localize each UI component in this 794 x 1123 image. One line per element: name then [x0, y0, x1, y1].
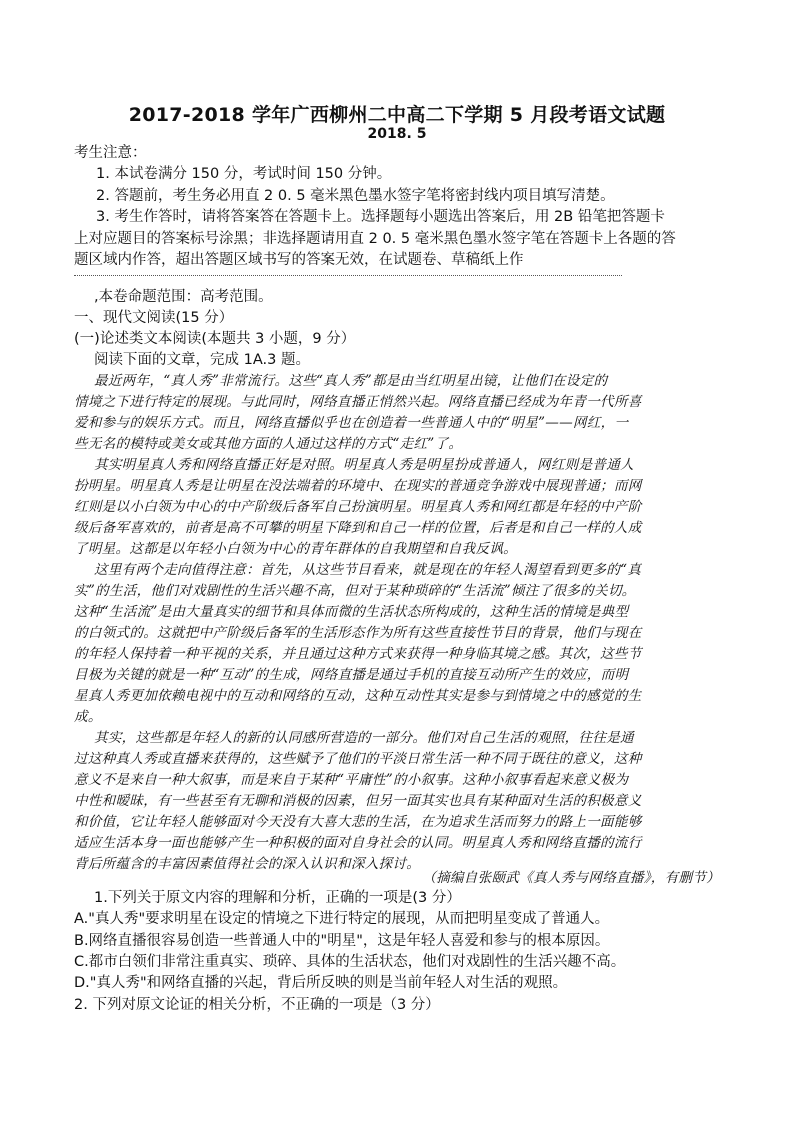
notice-item-3-cont-1: 上对应题目的答案标号涂黑；非选择题请用直 2 0. 5 毫米黑色墨水签字笔在答题卡上各题的答 — [74, 231, 676, 247]
article-line: 级后备军喜欢的，前者是高不可攀的明星下降到和自己一样的位置，后者是和自己一样的人成 — [74, 520, 642, 536]
article-line: 扮明星。明星真人秀是让明星在没法端着的环境中、在现实的普通竞争游戏中展现普通；而网 — [74, 478, 642, 494]
article-line: 其实，这些都是年轻人的新的认同感所营造的一部分。他们对自己生活的观照，往往是通 — [94, 730, 634, 746]
notice-item-2: 2. 答题前，考生务必用直 2 0. 5 毫米黑色墨水签字笔将密封线内项目填写清楚。 — [96, 188, 615, 204]
article-line: 背后所蕴含的丰富因素值得社会的深入认识和深入探讨。 — [74, 856, 421, 872]
article-line: 爱和参与的娱乐方式。而且，网络直播似乎也在创造着一些普通人中的“明星”——网红，一 — [74, 415, 629, 431]
article-line: 情境之下进行特定的展现。与此同时，网络直播正悄然兴起。网络直播已经成为年青一代所喜 — [74, 394, 642, 410]
article-line: 中性和暧昧，有一些甚至有无聊和消极的因素，但另一面其实也具有某种面对生活的积极意义 — [74, 793, 642, 809]
dotted-separator — [74, 275, 622, 276]
exam-date: 2018. 5 — [367, 126, 427, 142]
article-line: 实”的生活，他们对戏剧性的生活兴趣不高，但对于某种琐碎的“生活流”倾注了很多的关切。 — [74, 583, 636, 599]
question-1-option-b: B.网络直播很容易创造一些普通人中的"明星"，这是年轻人喜爱和参与的根本原因。 — [74, 933, 610, 949]
question-1-option-d: D."真人秀"和网络直播的兴起，背后所反映的则是当前年轻人对生活的观照。 — [74, 975, 568, 991]
article-line: 红则是以小白领为中心的中产阶级后备军自己扮演明星。明星真人秀和网红都是年轻的中产阶 — [74, 499, 642, 515]
question-1-stem: 1.下列关于原文内容的理解和分析，正确的一项是(3 分） — [94, 890, 461, 906]
exam-title: 2017-2018 学年广西柳州二中高二下学期 5 月段考语文试题 — [128, 104, 666, 126]
article-line: 这里有两个走向值得注意：首先，从这些节目看来，就是现在的年轻人渴望看到更多的“真 — [94, 562, 642, 578]
notice-item-1: 1. 本试卷满分 150 分，考试时间 150 分钟。 — [96, 166, 392, 182]
article-source: （摘编自张颐武《真人秀与网络直播》，有删节） — [422, 870, 720, 886]
article-line: 些无名的模特或美女或其他方面的人通过这样的方式“走红”了。 — [74, 436, 463, 452]
article-line: 成。 — [74, 709, 102, 725]
question-1-option-c: C.都市白领们非常注重真实、琐碎、具体的生活状态，他们对戏剧性的生活兴趣不高。 — [74, 954, 626, 970]
question-2-stem: 2. 下列对原文论证的相关分析，不正确的一项是（3 分） — [74, 997, 440, 1013]
article-line: 了明星。这都是以年轻小白领为中心的青年群体的自我期望和自我反讽。 — [74, 541, 517, 557]
notice-heading: 考生注意： — [74, 145, 147, 161]
article-line: 最近两年，“真人秀”非常流行。这些“真人秀”都是由当红明星出镜，让他们在设定的 — [94, 373, 608, 389]
article-line: 目极为关键的就是一种“互动”的生成，网络直播是通过手机的直接互动所产生的效应，而明 — [74, 667, 629, 683]
article-line: 星真人秀更加依赖电视中的互动和网络的互动，这种互动性其实是参与到情境之中的感觉的生 — [74, 688, 642, 704]
article-line: 和价值，它让年轻人能够面对今天没有大喜大悲的生活，在为追求生活而努力的路上一面能够 — [74, 814, 642, 830]
section-heading-part1: 一、现代文阅读(15 分） — [74, 310, 234, 326]
article-line: 的年轻人保持着一种平视的关系，并且通过这种方式来获得一种身临其境之感。其次，这些节 — [74, 646, 642, 662]
reading-instruction: 阅读下面的文章，完成 1A.3 题。 — [94, 352, 310, 368]
notice-item-3-cont-2: 题区域内作答，超出答题区域书写的答案无效，在试题卷、草稿纸上作 — [74, 252, 524, 268]
article-line: 意义不是来自一种大叙事，而是来自于某种“平庸性”的小叙事。这种小叙事看起来意义极为 — [74, 772, 629, 788]
section-heading-sub1: (一)论述类文本阅读(本题共 3 小题，9 分） — [74, 331, 356, 347]
question-1-option-a: A."真人秀"要求明星在设定的情境之下进行特定的展现，从而把明星变成了普通人。 — [74, 911, 610, 927]
article-line: 这种“生活流”是由大量真实的细节和具体而微的生活状态所构成的，这种生活的情境是典型 — [74, 604, 629, 620]
notice-item-3: 3. 考生作答时，请将答案答在答题卡上。选择题每小题选出答案后，用 2B 铅笔把答题卡 — [96, 209, 665, 225]
article-line: 的白领式的。这就把中产阶级后备军的生活形态作为所有这些直接性节目的背景，他们与现在 — [74, 625, 642, 641]
article-line: 适应生活本身一面也能够产生一种积极的面对自身社会的认同。明星真人秀和网络直播的流行 — [74, 835, 642, 851]
exam-scope: ,本卷命题范围：高考范围。 — [94, 289, 273, 305]
article-line: 其实明星真人秀和网络直播正好是对照。明星真人秀是明星扮成普通人，网红则是普通人 — [94, 457, 634, 473]
article-line: 过这种真人秀或直播来获得的，这些赋予了他们的平淡日常生活一种不同于既往的意义，这种 — [74, 751, 642, 767]
